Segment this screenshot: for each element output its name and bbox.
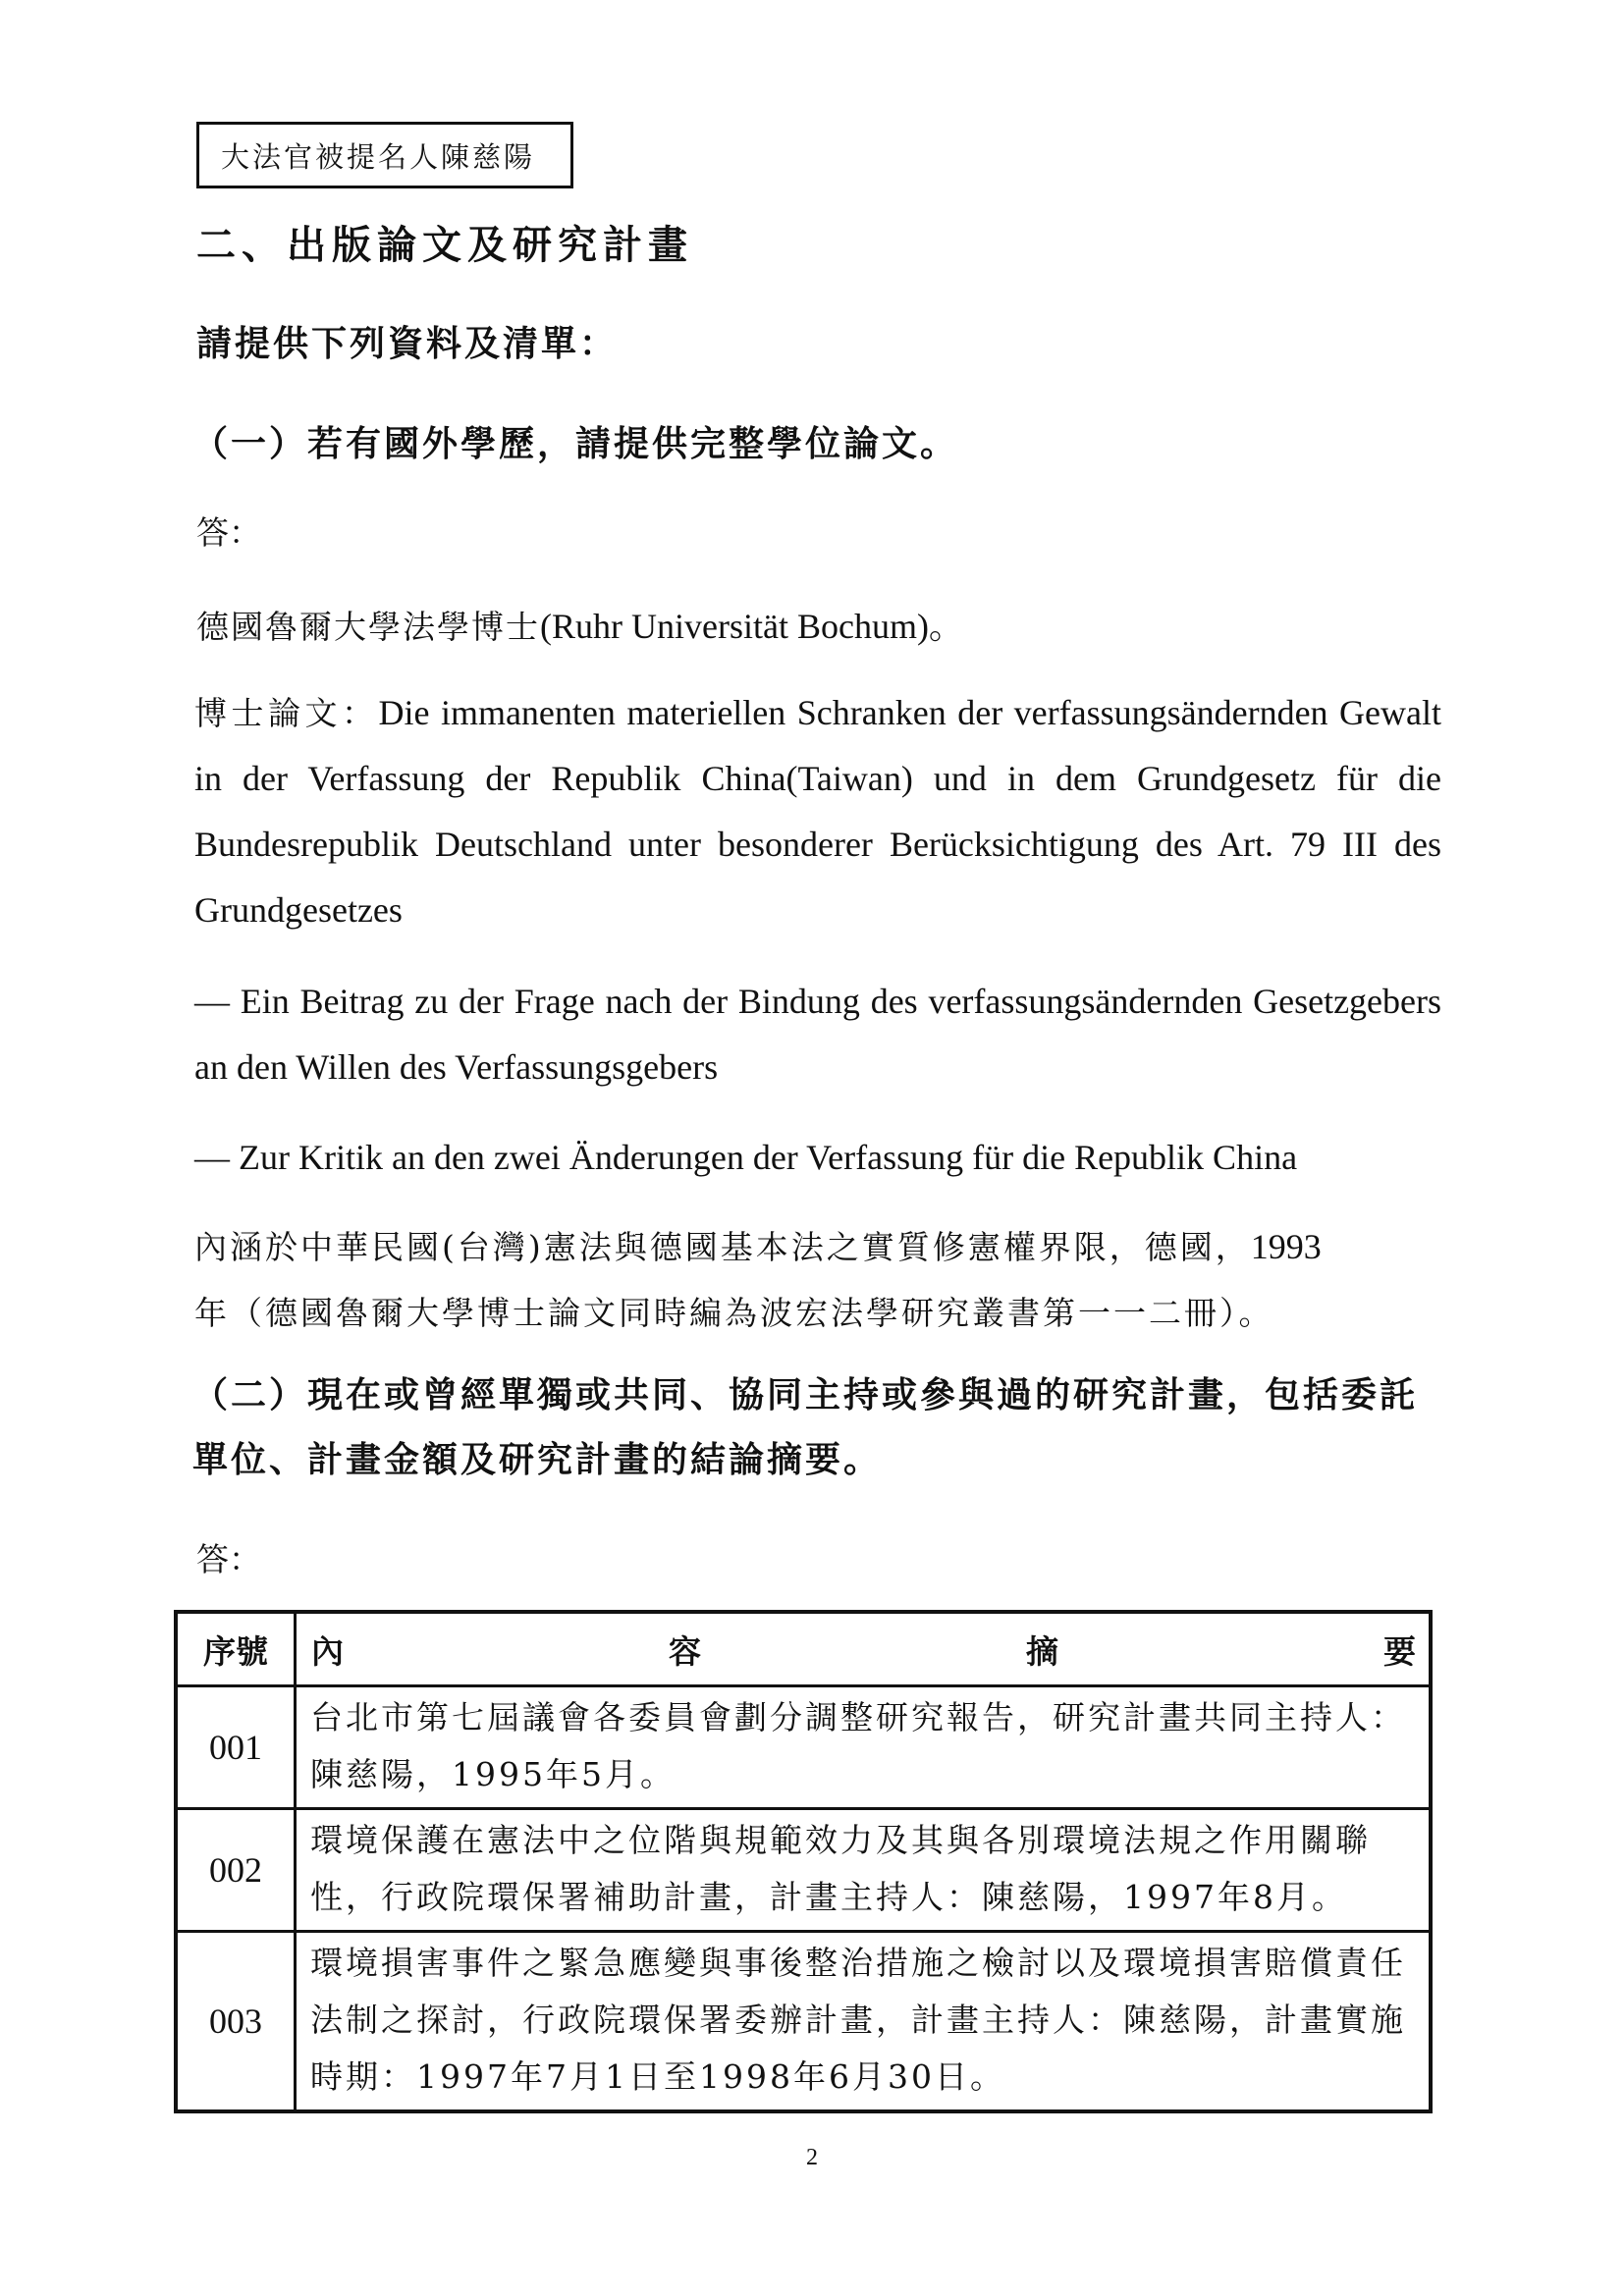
item2-heading: （二）現在或曾經單獨或共同、協同主持或參與過的研究計畫，包括委託單位、計畫金額及研究計畫的結論摘要。 (192, 1374, 1419, 1480)
thesis-title: Die immanenten materiellen Schranken der verfassungsändernden Gewalt in der Verfassung der Republik China(Taiwan) und in dem Grundgesetz für die Bundesrepublik Deutschland unter besonderer Berücksichtigung des Art. 79 III des Grundgesetzes (194, 693, 1442, 930)
header-content-char: 內 (311, 1631, 344, 1671)
item1-heading: （一）若有國外學歷，請提供完整學位論文。 (192, 423, 959, 464)
table-row (176, 1809, 1431, 1932)
thesis-chinese-title (194, 1214, 1441, 1346)
nominee-label-box (196, 122, 573, 188)
header-content-char: 容 (669, 1631, 701, 1671)
thesis-label: 博士論文： (194, 694, 379, 732)
table-header-row (176, 1612, 1431, 1686)
nominee-label: 大法官被提名人陳慈陽 (221, 139, 536, 174)
section-title: 二、出版論文及研究計畫 (196, 222, 693, 268)
table-row (176, 1686, 1431, 1809)
row-number (176, 1809, 296, 1932)
degree-line (196, 599, 964, 649)
degree-latin: (Ruhr Universität Bochum)。 (540, 607, 964, 646)
header-content-char: 要 (1383, 1631, 1416, 1671)
row-number (176, 1932, 296, 2112)
item1-answer-label: 答： (196, 513, 261, 552)
row-number-text: 003 (209, 2002, 262, 2041)
page-number: 2 (806, 2145, 818, 2170)
degree-cjk: 德國魯爾大學法學博士 (196, 608, 540, 646)
header-content-char: 摘 (1026, 1631, 1058, 1671)
row-content: 台北市第七屆議會各委員會劃分調整研究報告，研究計畫共同主持人：陳慈陽，1995年5月。 (296, 1686, 1432, 1809)
instruction-text: 請提供下列資料及清單： (196, 323, 619, 364)
thesis-chinese-title-part1: 內涵於中華民國(台灣)憲法與德國基本法之實質修憲權界限，德國， (194, 1228, 1251, 1266)
row-number (176, 1686, 296, 1809)
thesis-paragraph (194, 680, 1441, 943)
research-projects-table (174, 1610, 1433, 2113)
table-row (176, 1932, 1431, 2112)
thesis-subtitle-2: — Zur Kritik an den zwei Änderungen der Verfassung für die Republik China (194, 1138, 1298, 1177)
row-content: 環境損害事件之緊急應變與事後整治措施之檢討以及環境損害賠償責任法制之探討，行政院環保署委辦計畫，計畫主持人：陳慈陽，計畫實施時期：1997年7月1日至1998年6月30日。 (296, 1932, 1432, 2112)
row-number-text: 001 (209, 1728, 262, 1767)
row-content: 環境保護在憲法中之位階與規範效力及其與各別環境法規之作用關聯性，行政院環保署補助計畫，計畫主持人：陳慈陽，1997年8月。 (296, 1809, 1432, 1932)
thesis-subtitle-1: — Ein Beitrag zu der Frage nach der Bindung des verfassungsändernden Gesetzgebers an den Willen des Verfassungsgebers (194, 982, 1441, 1087)
header-number: 序號 (176, 1612, 296, 1686)
row-number-text: 002 (209, 1850, 262, 1890)
item2-answer-label: 答： (196, 1540, 261, 1578)
thesis-year: 1993 (1250, 1227, 1322, 1266)
header-content (296, 1612, 1432, 1686)
thesis-chinese-title-part2: 年（德國魯爾大學博士論文同時編為波宏法學研究叢書第一一二冊）。 (194, 1294, 1274, 1332)
